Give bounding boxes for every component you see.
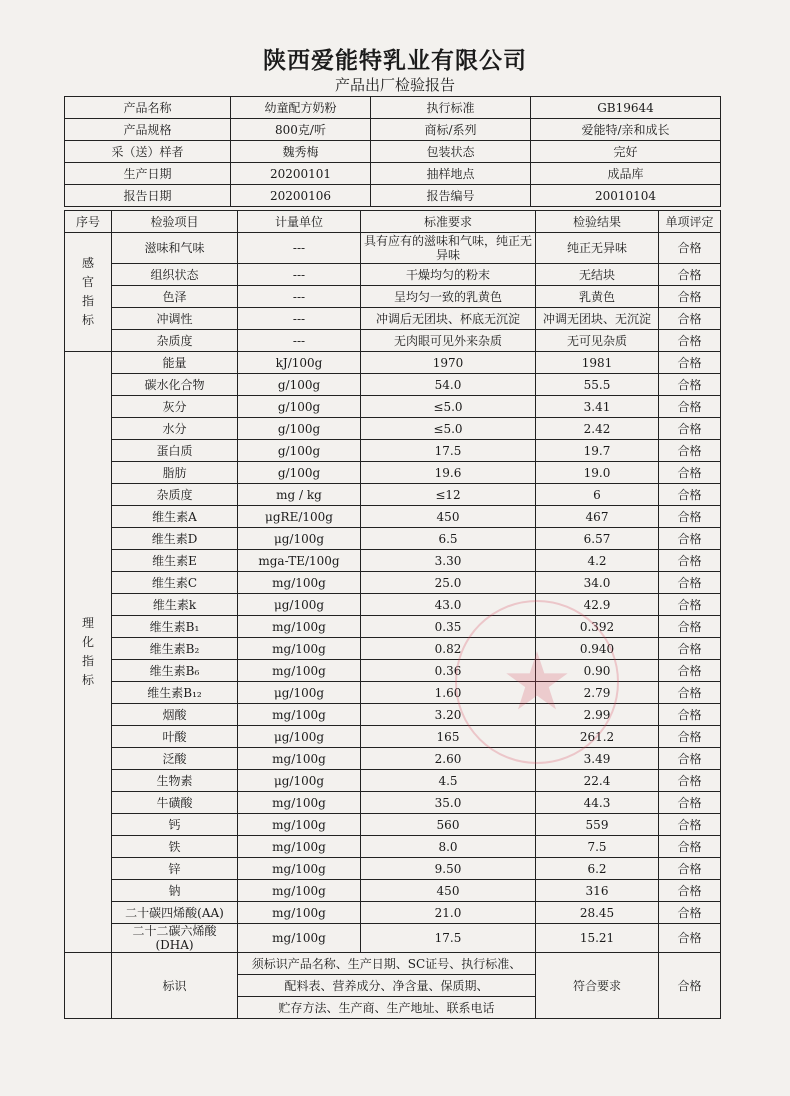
item-unit: g/100g — [238, 418, 361, 440]
item-unit: g/100g — [238, 440, 361, 462]
item-verdict: 合格 — [659, 748, 721, 770]
item-result: 冲调无团块、无沉淀 — [536, 308, 659, 330]
table-row — [65, 286, 721, 308]
info-label: 报告编号 — [371, 185, 531, 207]
item-result: 1981 — [536, 352, 659, 374]
item-standard: 21.0 — [361, 902, 536, 924]
item-standard: 8.0 — [361, 836, 536, 858]
item-name: 杂质度 — [112, 484, 238, 506]
item-unit: --- — [238, 330, 361, 352]
item-name: 生物素 — [112, 770, 238, 792]
item-standard: 9.50 — [361, 858, 536, 880]
item-unit: --- — [238, 264, 361, 286]
item-unit: μg/100g — [238, 528, 361, 550]
item-unit: --- — [238, 286, 361, 308]
item-unit: kJ/100g — [238, 352, 361, 374]
item-result: 6 — [536, 484, 659, 506]
item-verdict: 合格 — [659, 726, 721, 748]
col-unit: 计量单位 — [238, 211, 361, 233]
item-result: 19.7 — [536, 440, 659, 462]
category-label: 感 官 指 标 — [65, 233, 112, 352]
item-standard: 1.60 — [361, 682, 536, 704]
item-name: 维生素A — [112, 506, 238, 528]
col-verdict: 单项评定 — [659, 211, 721, 233]
item-result: 42.9 — [536, 594, 659, 616]
item-name: 牛磺酸 — [112, 792, 238, 814]
item-name: 滋味和气味 — [112, 233, 238, 264]
item-name: 维生素B₁ — [112, 616, 238, 638]
table-row — [65, 616, 721, 638]
item-unit: mg/100g — [238, 660, 361, 682]
item-unit: μg/100g — [238, 682, 361, 704]
table-row — [65, 506, 721, 528]
item-unit: μg/100g — [238, 726, 361, 748]
info-label: 采（送）样者 — [65, 141, 231, 163]
info-row — [65, 163, 721, 185]
item-name: 二十二碳六烯酸(DHA) — [112, 924, 238, 953]
item-unit: --- — [238, 308, 361, 330]
item-verdict: 合格 — [659, 418, 721, 440]
table-row — [65, 836, 721, 858]
item-unit: mg/100g — [238, 638, 361, 660]
item-standard: 35.0 — [361, 792, 536, 814]
table-row — [65, 418, 721, 440]
item-result: 纯正无异味 — [536, 233, 659, 264]
item-verdict: 合格 — [659, 902, 721, 924]
table-row — [65, 462, 721, 484]
item-standard: 19.6 — [361, 462, 536, 484]
item-name: 锌 — [112, 858, 238, 880]
labeling-requirement: 贮存方法、生产商、生产地址、联系电话 — [238, 997, 536, 1019]
item-result: 316 — [536, 880, 659, 902]
item-result: 0.940 — [536, 638, 659, 660]
table-row — [65, 660, 721, 682]
labeling-requirement: 配料表、营养成分、净含量、保质期、 — [238, 975, 536, 997]
item-name: 维生素B₆ — [112, 660, 238, 682]
item-unit: mg/100g — [238, 704, 361, 726]
item-standard: 4.5 — [361, 770, 536, 792]
inspection-table — [64, 210, 721, 1019]
info-label: 报告日期 — [65, 185, 231, 207]
item-result: 28.45 — [536, 902, 659, 924]
item-name: 组织状态 — [112, 264, 238, 286]
item-verdict: 合格 — [659, 330, 721, 352]
item-name: 维生素D — [112, 528, 238, 550]
info-row — [65, 141, 721, 163]
item-standard: 0.36 — [361, 660, 536, 682]
item-unit: mg/100g — [238, 616, 361, 638]
table-row — [65, 924, 721, 953]
info-value: 爱能特/亲和成长 — [531, 119, 721, 141]
item-verdict: 合格 — [659, 352, 721, 374]
item-unit: μgRE/100g — [238, 506, 361, 528]
item-name: 维生素C — [112, 572, 238, 594]
item-name: 杂质度 — [112, 330, 238, 352]
table-row — [65, 233, 721, 264]
item-result: 无可见杂质 — [536, 330, 659, 352]
item-unit: mg/100g — [238, 836, 361, 858]
item-standard: 无肉眼可见外来杂质 — [361, 330, 536, 352]
item-verdict: 合格 — [659, 880, 721, 902]
table-row — [65, 748, 721, 770]
info-label: 包装状态 — [371, 141, 531, 163]
info-value: 成品库 — [531, 163, 721, 185]
table-row — [65, 726, 721, 748]
item-standard: 冲调后无团块、杯底无沉淀 — [361, 308, 536, 330]
item-unit: mg/100g — [238, 902, 361, 924]
item-name: 维生素k — [112, 594, 238, 616]
item-verdict: 合格 — [659, 528, 721, 550]
item-standard: 54.0 — [361, 374, 536, 396]
item-standard: 25.0 — [361, 572, 536, 594]
item-unit: mg / kg — [238, 484, 361, 506]
col-item: 检验项目 — [112, 211, 238, 233]
item-unit: mg/100g — [238, 748, 361, 770]
item-name: 碳水化合物 — [112, 374, 238, 396]
info-value: 20010104 — [531, 185, 721, 207]
item-result: 55.5 — [536, 374, 659, 396]
item-standard: 0.82 — [361, 638, 536, 660]
table-row — [65, 528, 721, 550]
item-standard: ≤5.0 — [361, 418, 536, 440]
table-row — [65, 858, 721, 880]
item-name: 烟酸 — [112, 704, 238, 726]
item-verdict: 合格 — [659, 704, 721, 726]
item-result: 2.99 — [536, 704, 659, 726]
item-standard: 2.60 — [361, 748, 536, 770]
item-verdict: 合格 — [659, 374, 721, 396]
info-value: 幼童配方奶粉 — [231, 97, 371, 119]
table-row — [65, 330, 721, 352]
item-standard: 3.20 — [361, 704, 536, 726]
table-row — [65, 682, 721, 704]
item-unit: g/100g — [238, 462, 361, 484]
item-result: 6.57 — [536, 528, 659, 550]
item-result: 261.2 — [536, 726, 659, 748]
table-header-row — [65, 211, 721, 233]
seal-star-icon: ★ — [501, 635, 573, 728]
table-row — [65, 396, 721, 418]
item-verdict: 合格 — [659, 616, 721, 638]
item-verdict: 合格 — [659, 836, 721, 858]
item-result: 22.4 — [536, 770, 659, 792]
table-row — [65, 792, 721, 814]
labeling-seq — [65, 953, 112, 1019]
item-name: 泛酸 — [112, 748, 238, 770]
item-verdict: 合格 — [659, 396, 721, 418]
item-result: 6.2 — [536, 858, 659, 880]
item-verdict: 合格 — [659, 233, 721, 264]
item-standard: 560 — [361, 814, 536, 836]
item-result: 15.21 — [536, 924, 659, 953]
item-result: 3.49 — [536, 748, 659, 770]
info-value: GB19644 — [531, 97, 721, 119]
item-unit: mg/100g — [238, 880, 361, 902]
item-standard: 165 — [361, 726, 536, 748]
item-result: 0.90 — [536, 660, 659, 682]
item-result: 7.5 — [536, 836, 659, 858]
col-standard: 标准要求 — [361, 211, 536, 233]
table-row — [65, 880, 721, 902]
item-unit: g/100g — [238, 374, 361, 396]
item-result: 34.0 — [536, 572, 659, 594]
info-value: 20200106 — [231, 185, 371, 207]
table-row — [65, 704, 721, 726]
item-name: 铁 — [112, 836, 238, 858]
item-standard: 1970 — [361, 352, 536, 374]
item-standard: ≤5.0 — [361, 396, 536, 418]
table-row — [65, 484, 721, 506]
info-label: 商标/系列 — [371, 119, 531, 141]
item-name: 冲调性 — [112, 308, 238, 330]
col-result: 检验结果 — [536, 211, 659, 233]
item-result: 559 — [536, 814, 659, 836]
info-table — [64, 96, 721, 207]
table-row — [65, 594, 721, 616]
item-name: 维生素B₁₂ — [112, 682, 238, 704]
item-unit: μg/100g — [238, 770, 361, 792]
item-name: 能量 — [112, 352, 238, 374]
item-standard: 43.0 — [361, 594, 536, 616]
item-unit: μg/100g — [238, 594, 361, 616]
company-name: 陕西爱能特乳业有限公司 — [263, 48, 527, 74]
item-verdict: 合格 — [659, 814, 721, 836]
item-verdict: 合格 — [659, 572, 721, 594]
item-standard: 17.5 — [361, 924, 536, 953]
item-standard: 3.30 — [361, 550, 536, 572]
item-verdict: 合格 — [659, 506, 721, 528]
item-result: 无结块 — [536, 264, 659, 286]
item-result: 44.3 — [536, 792, 659, 814]
info-value: 20200101 — [231, 163, 371, 185]
info-label: 产品名称 — [65, 97, 231, 119]
item-name: 叶酸 — [112, 726, 238, 748]
labeling-requirement: 须标识产品名称、生产日期、SC证号、执行标准、 — [238, 953, 536, 975]
item-name: 二十碳四烯酸(AA) — [112, 902, 238, 924]
table-row — [65, 352, 721, 374]
labeling-row — [65, 953, 721, 975]
table-row — [65, 374, 721, 396]
item-verdict: 合格 — [659, 770, 721, 792]
item-name: 水分 — [112, 418, 238, 440]
item-verdict: 合格 — [659, 660, 721, 682]
table-row — [65, 308, 721, 330]
info-row — [65, 119, 721, 141]
table-row — [65, 814, 721, 836]
item-result: 2.42 — [536, 418, 659, 440]
table-row — [65, 770, 721, 792]
category-label: 理 化 指 标 — [65, 352, 112, 953]
item-result: 19.0 — [536, 462, 659, 484]
table-row — [65, 902, 721, 924]
item-result: 4.2 — [536, 550, 659, 572]
table-row — [65, 440, 721, 462]
item-unit: mg/100g — [238, 792, 361, 814]
item-standard: ≤12 — [361, 484, 536, 506]
item-verdict: 合格 — [659, 594, 721, 616]
table-row — [65, 264, 721, 286]
item-verdict: 合格 — [659, 858, 721, 880]
item-name: 脂肪 — [112, 462, 238, 484]
item-result: 乳黄色 — [536, 286, 659, 308]
item-standard: 6.5 — [361, 528, 536, 550]
item-verdict: 合格 — [659, 264, 721, 286]
item-result: 3.41 — [536, 396, 659, 418]
item-result: 0.392 — [536, 616, 659, 638]
item-standard: 0.35 — [361, 616, 536, 638]
info-value: 800克/听 — [231, 119, 371, 141]
item-verdict: 合格 — [659, 924, 721, 953]
info-label: 执行标准 — [371, 97, 531, 119]
labeling-item: 标识 — [112, 953, 238, 1019]
table-row — [65, 550, 721, 572]
item-name: 灰分 — [112, 396, 238, 418]
item-result: 2.79 — [536, 682, 659, 704]
item-verdict: 合格 — [659, 462, 721, 484]
item-verdict: 合格 — [659, 484, 721, 506]
item-unit: --- — [238, 233, 361, 264]
item-verdict: 合格 — [659, 682, 721, 704]
report-title: 产品出厂检验报告 — [334, 76, 455, 94]
item-verdict: 合格 — [659, 638, 721, 660]
item-verdict: 合格 — [659, 792, 721, 814]
item-standard: 呈均匀一致的乳黄色 — [361, 286, 536, 308]
labeling-verdict: 合格 — [659, 953, 721, 1019]
item-verdict: 合格 — [659, 308, 721, 330]
info-value: 完好 — [531, 141, 721, 163]
col-seq: 序号 — [65, 211, 112, 233]
item-verdict: 合格 — [659, 440, 721, 462]
item-standard: 450 — [361, 880, 536, 902]
labeling-result: 符合要求 — [536, 953, 659, 1019]
item-standard: 450 — [361, 506, 536, 528]
info-label: 产品规格 — [65, 119, 231, 141]
item-verdict: 合格 — [659, 286, 721, 308]
item-name: 钙 — [112, 814, 238, 836]
info-row — [65, 185, 721, 207]
info-value: 魏秀梅 — [231, 141, 371, 163]
item-name: 蛋白质 — [112, 440, 238, 462]
item-unit: mg/100g — [238, 924, 361, 953]
item-verdict: 合格 — [659, 550, 721, 572]
item-name: 色泽 — [112, 286, 238, 308]
item-standard: 具有应有的滋味和气味，纯正无异味 — [361, 233, 536, 264]
item-standard: 17.5 — [361, 440, 536, 462]
item-unit: mga-TE/100g — [238, 550, 361, 572]
item-name: 钠 — [112, 880, 238, 902]
item-unit: mg/100g — [238, 858, 361, 880]
info-row — [65, 97, 721, 119]
item-unit: mg/100g — [238, 814, 361, 836]
item-result: 467 — [536, 506, 659, 528]
item-name: 维生素B₂ — [112, 638, 238, 660]
table-row — [65, 638, 721, 660]
item-name: 维生素E — [112, 550, 238, 572]
table-row — [65, 572, 721, 594]
item-unit: mg/100g — [238, 572, 361, 594]
item-unit: g/100g — [238, 396, 361, 418]
item-standard: 干燥均匀的粉末 — [361, 264, 536, 286]
info-label: 生产日期 — [65, 163, 231, 185]
info-label: 抽样地点 — [371, 163, 531, 185]
